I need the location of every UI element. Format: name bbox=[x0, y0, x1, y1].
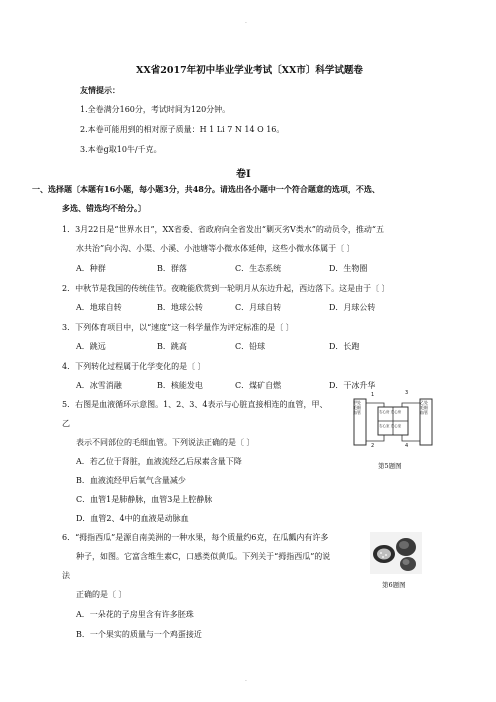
option-c[interactable]: C．煤矿自燃 bbox=[235, 381, 282, 390]
option-c[interactable]: C．铅球 bbox=[235, 342, 266, 351]
option-a[interactable]: A．一朵花的子房里含有许多胚珠 bbox=[76, 610, 194, 619]
question-5-text-cont: 乙 bbox=[62, 419, 70, 428]
question-3-text: 3．下列体育项目中，以“速度”这一科学量作为评定标准的是〔 〕 bbox=[62, 323, 294, 332]
volume-heading: 卷Ⅰ bbox=[236, 169, 251, 180]
option-a[interactable]: A．冰雪消融 bbox=[76, 381, 122, 390]
question-2-options bbox=[76, 302, 436, 314]
vessel-1-label: 1 bbox=[371, 392, 375, 398]
capillary-yi-label: 乙处毛细血管 bbox=[420, 400, 428, 415]
page-mark-top: . bbox=[245, 18, 247, 25]
question-6-text-cont: 正确的是〔 〕 bbox=[76, 590, 127, 599]
page-mark-bottom: . bbox=[245, 676, 247, 683]
tip-line: 2.本卷可能用到的相对原子质量：H 1 Li 7 N 14 O 16。 bbox=[80, 125, 285, 134]
thumb-watermelon-photo bbox=[370, 532, 422, 574]
option-c[interactable]: C．月球自转 bbox=[235, 303, 282, 312]
option-d[interactable]: D．月球公转 bbox=[329, 303, 376, 312]
question-2-text: 2．中秋节是我国的传统佳节。夜晚能欣赏到一轮明月从东边升起，西边落下。这是由于〔 〕 bbox=[62, 284, 390, 293]
option-d[interactable]: D．干冰升华 bbox=[329, 381, 376, 390]
question-5-text-cont: 表示不同部位的毛细血管。下列说法正确的是〔 〕 bbox=[76, 438, 255, 447]
tips-heading: 友情提示： bbox=[80, 85, 120, 95]
question-4-text: 4．下列转化过程属于化学变化的是〔 〕 bbox=[62, 362, 206, 371]
option-c[interactable]: C．血管1是肺静脉，血管3是上腔静脉 bbox=[76, 495, 213, 504]
option-c[interactable]: C．生态系统 bbox=[235, 264, 282, 273]
option-a[interactable]: A．种群 bbox=[76, 264, 106, 273]
option-b[interactable]: B．一个果实的质量与一个鸡蛋接近 bbox=[76, 630, 202, 639]
option-a[interactable]: A．若乙位于肾脏，血液流经乙后尿素含量下降 bbox=[76, 457, 242, 466]
section-heading: 一、选择题〔本题有16小题，每小题3分，共48分。请选出各小题中一个符合题意的选项，不选、 bbox=[32, 184, 380, 194]
question-1-text: 1．3月22日是“世界水日”，XX省委、省政府向全省发出“剿灭劣Ⅴ类水”的动员令，推动“五 bbox=[62, 225, 384, 234]
option-d[interactable]: D．长跑 bbox=[329, 342, 360, 351]
question-6-text-cont: 法 bbox=[62, 571, 70, 580]
tip-line: 3.本卷g取10牛/千克。 bbox=[80, 145, 162, 154]
option-b[interactable]: B．血液流经甲后氧气含量减少 bbox=[76, 476, 186, 485]
option-a[interactable]: A．地球自转 bbox=[76, 303, 122, 312]
question-4-options bbox=[76, 380, 436, 392]
atria-label: 右心房 左心房 bbox=[379, 410, 402, 414]
vessel-4-label: 4 bbox=[405, 443, 409, 449]
capillary-jia-label: 甲处毛细血管 bbox=[353, 400, 361, 415]
option-b[interactable]: B．核能发电 bbox=[157, 381, 203, 390]
section-heading-cont: 多选、错选均不给分。〕 bbox=[62, 203, 146, 213]
question-1-options bbox=[76, 263, 436, 275]
vessel-3-label: 3 bbox=[405, 390, 409, 396]
question-5-text: 5．右图是血液循环示意图。1、2、3、4表示与心脏直接相连的血管，甲、 bbox=[62, 400, 328, 409]
question-6-text: 6．“拇指西瓜”是源自南美洲的一种水果，每个质量约6克，在瓜瓤内有许多 bbox=[62, 533, 329, 542]
figure-5-caption: 第5题图 bbox=[378, 462, 402, 470]
option-a[interactable]: A．跳远 bbox=[76, 342, 106, 351]
question-1-text-cont: 水共治”向小沟、小渠、小溪、小池塘等小微水体延伸，这些小微水体属于〔 〕 bbox=[76, 244, 355, 253]
tip-line: 1.全卷满分160分，考试时间为120分钟。 bbox=[80, 105, 231, 114]
option-b[interactable]: B．群落 bbox=[157, 264, 187, 273]
option-d[interactable]: D．生物圈 bbox=[329, 264, 368, 273]
ventricles-label: 右心室 左心室 bbox=[379, 424, 402, 428]
vessel-2-label: 2 bbox=[371, 443, 375, 449]
figure-6-caption: 第6题图 bbox=[382, 581, 406, 589]
option-b[interactable]: B．地球公转 bbox=[157, 303, 203, 312]
option-b[interactable]: B．跳高 bbox=[157, 342, 187, 351]
question-3-options bbox=[76, 341, 436, 353]
question-6-text-cont: 种子，如图。它富含维生素C，口感类似黄瓜。下列关于“拇指西瓜”的说 bbox=[76, 552, 331, 561]
exam-title: XX省2017年初中毕业学业考试〔XX市〕科学试题卷 bbox=[136, 65, 363, 76]
option-d[interactable]: D．血管2、4中的血液是动脉血 bbox=[76, 514, 189, 523]
